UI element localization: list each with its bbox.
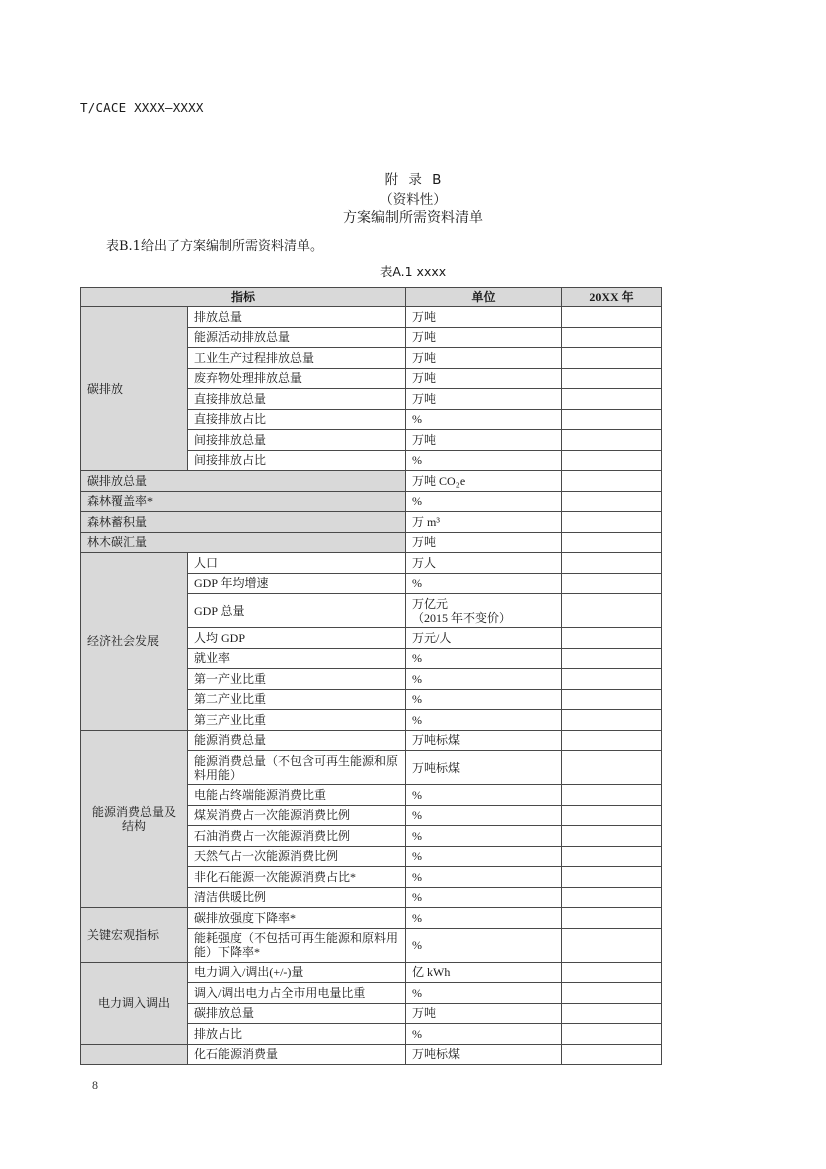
page-number: 8	[92, 1078, 98, 1092]
value-cell[interactable]	[562, 983, 662, 1004]
value-cell[interactable]	[562, 532, 662, 553]
category-key-macro: 关键宏观指标	[81, 908, 188, 963]
value-cell[interactable]	[562, 307, 662, 328]
data-table	[80, 287, 662, 1065]
indicator-cell: 人均 GDP	[188, 628, 406, 649]
indicator-cell: 直接排放总量	[188, 389, 406, 410]
intro-text: 表B.1给出了方案编制所需资料清单。	[106, 239, 323, 254]
value-cell[interactable]	[562, 826, 662, 847]
indicator-cell: 间接排放总量	[188, 430, 406, 451]
unit-cell: 万吨	[406, 327, 562, 348]
category-econ-social: 经济社会发展	[81, 553, 188, 731]
unit-cell: 万吨标煤	[406, 1044, 562, 1065]
unit-cell: %	[406, 846, 562, 867]
unit-cell: %	[406, 908, 562, 929]
indicator-cell: 碳排放强度下降率*	[188, 908, 406, 929]
value-cell[interactable]	[562, 628, 662, 649]
value-cell[interactable]	[562, 348, 662, 369]
value-cell[interactable]	[562, 389, 662, 410]
indicator-cell: 石油消费占一次能源消费比例	[188, 826, 406, 847]
unit-cell: 万人	[406, 553, 562, 574]
unit-cell: %	[406, 983, 562, 1004]
unit-cell: 亿 kWh	[406, 962, 562, 983]
value-cell[interactable]	[562, 471, 662, 492]
category-power-transfer: 电力调入调出	[81, 962, 188, 1044]
table-header-row	[81, 288, 662, 307]
indicator-cell: 排放占比	[188, 1024, 406, 1045]
indicator-cell: 电力调入/调出(+/-)量	[188, 962, 406, 983]
table-row	[81, 491, 662, 512]
table-row	[81, 1044, 662, 1065]
column-header-indicator: 指标	[81, 288, 406, 307]
document-code: T/CACE XXXX—XXXX	[80, 100, 204, 115]
unit-cell: %	[406, 1024, 562, 1045]
unit-cell: 万吨标煤	[406, 751, 562, 785]
value-cell[interactable]	[562, 512, 662, 533]
value-cell[interactable]	[562, 962, 662, 983]
unit-line-2: （2015 年不变价）	[412, 610, 512, 625]
unit-line-1: 万亿元	[412, 596, 449, 611]
indicator-cell: 能源消费总量（不包含可再生能源和原料用能）	[188, 751, 406, 785]
unit-cell: 万吨标煤	[406, 730, 562, 751]
table-row	[81, 908, 662, 929]
unit-cell: %	[406, 648, 562, 669]
unit-cell: %	[406, 928, 562, 962]
column-header-unit: 单位	[406, 288, 562, 307]
indicator-cell: 工业生产过程排放总量	[188, 348, 406, 369]
indicator-cell: 人口	[188, 553, 406, 574]
value-cell[interactable]	[562, 908, 662, 929]
unit-cell: %	[406, 887, 562, 908]
unit-cell: %	[406, 710, 562, 731]
indicator-cell: 第二产业比重	[188, 689, 406, 710]
value-cell[interactable]	[562, 327, 662, 348]
unit-cell: 万吨 CO₂e	[406, 471, 562, 492]
appendix-title: 附 录 B	[384, 172, 442, 188]
unit-cell: 万元/人	[406, 628, 562, 649]
table-row	[81, 730, 662, 751]
value-cell[interactable]	[562, 846, 662, 867]
indicator-cell: 清洁供暖比例	[188, 887, 406, 908]
indicator-cell: 调入/调出电力占全市用电量比重	[188, 983, 406, 1004]
unit-cell: %	[406, 669, 562, 690]
unit-cell: %	[406, 409, 562, 430]
indicator-cell: 排放总量	[188, 307, 406, 328]
value-cell[interactable]	[562, 1044, 662, 1065]
table-row	[81, 532, 662, 553]
value-cell[interactable]	[562, 751, 662, 785]
value-cell[interactable]	[562, 887, 662, 908]
value-cell[interactable]	[562, 430, 662, 451]
value-cell[interactable]	[562, 669, 662, 690]
value-cell[interactable]	[562, 928, 662, 962]
indicator-cell: 第三产业比重	[188, 710, 406, 731]
indicator-cell: 林木碳汇量	[81, 532, 406, 553]
table-row	[81, 307, 662, 328]
unit-cell: 万吨	[406, 389, 562, 410]
indicator-cell: 森林覆盖率*	[81, 491, 406, 512]
unit-cell: %	[406, 450, 562, 471]
unit-cell: 万吨	[406, 532, 562, 553]
value-cell[interactable]	[562, 450, 662, 471]
category-carbon-emission: 碳排放	[81, 307, 188, 471]
category-continued	[81, 1044, 188, 1065]
value-cell[interactable]	[562, 409, 662, 430]
unit-cell: %	[406, 689, 562, 710]
value-cell[interactable]	[562, 648, 662, 669]
unit-cell: %	[406, 785, 562, 806]
value-cell[interactable]	[562, 730, 662, 751]
value-cell[interactable]	[562, 805, 662, 826]
indicator-cell: 天然气占一次能源消费比例	[188, 846, 406, 867]
indicator-cell: 能源活动排放总量	[188, 327, 406, 348]
unit-cell: 万吨	[406, 430, 562, 451]
value-cell[interactable]	[562, 594, 662, 628]
value-cell[interactable]	[562, 867, 662, 888]
indicator-cell: 就业率	[188, 648, 406, 669]
value-cell[interactable]	[562, 573, 662, 594]
value-cell[interactable]	[562, 1024, 662, 1045]
indicator-cell: 碳排放总量	[188, 1003, 406, 1024]
unit-cell: %	[406, 867, 562, 888]
value-cell[interactable]	[562, 785, 662, 806]
unit-cell: 万吨	[406, 1003, 562, 1024]
indicator-cell: 第一产业比重	[188, 669, 406, 690]
indicator-cell: GDP 总量	[188, 594, 406, 628]
value-cell[interactable]	[562, 689, 662, 710]
appendix-name: 方案编制所需资料清单	[343, 210, 483, 226]
category-energy-consumption: 能源消费总量及结构	[81, 730, 188, 908]
value-cell[interactable]	[562, 1003, 662, 1024]
unit-cell: %	[406, 491, 562, 512]
indicator-cell: 直接排放占比	[188, 409, 406, 430]
indicator-cell: 非化石能源一次能源消费占比*	[188, 867, 406, 888]
unit-cell: 万吨	[406, 307, 562, 328]
indicator-cell: 能耗强度（不包括可再生能源和原料用能）下降率*	[188, 928, 406, 962]
unit-cell: 万吨	[406, 348, 562, 369]
table-row	[81, 512, 662, 533]
value-cell[interactable]	[562, 710, 662, 731]
value-cell[interactable]	[562, 368, 662, 389]
table-caption: 表A.1 xxxx	[379, 264, 447, 279]
value-cell[interactable]	[562, 553, 662, 574]
table-row	[81, 962, 662, 983]
unit-cell: 万吨	[406, 368, 562, 389]
table-row	[81, 553, 662, 574]
unit-cell: %	[406, 573, 562, 594]
table-row	[81, 471, 662, 492]
indicator-cell: 煤炭消费占一次能源消费比例	[188, 805, 406, 826]
column-header-year: 20XX 年	[562, 288, 662, 307]
appendix-nature: （资料性）	[379, 192, 447, 208]
indicator-cell: 电能占终端能源消费比重	[188, 785, 406, 806]
indicator-cell: 能源消费总量	[188, 730, 406, 751]
unit-cell: %	[406, 805, 562, 826]
indicator-cell: 碳排放总量	[81, 471, 406, 492]
unit-cell	[406, 594, 562, 628]
indicator-cell: 废弃物处理排放总量	[188, 368, 406, 389]
indicator-cell: 森林蓄积量	[81, 512, 406, 533]
unit-cell: 万 m³	[406, 512, 562, 533]
indicator-cell: GDP 年均增速	[188, 573, 406, 594]
value-cell[interactable]	[562, 491, 662, 512]
indicator-cell: 化石能源消费量	[188, 1044, 406, 1065]
indicator-cell: 间接排放占比	[188, 450, 406, 471]
unit-cell: %	[406, 826, 562, 847]
